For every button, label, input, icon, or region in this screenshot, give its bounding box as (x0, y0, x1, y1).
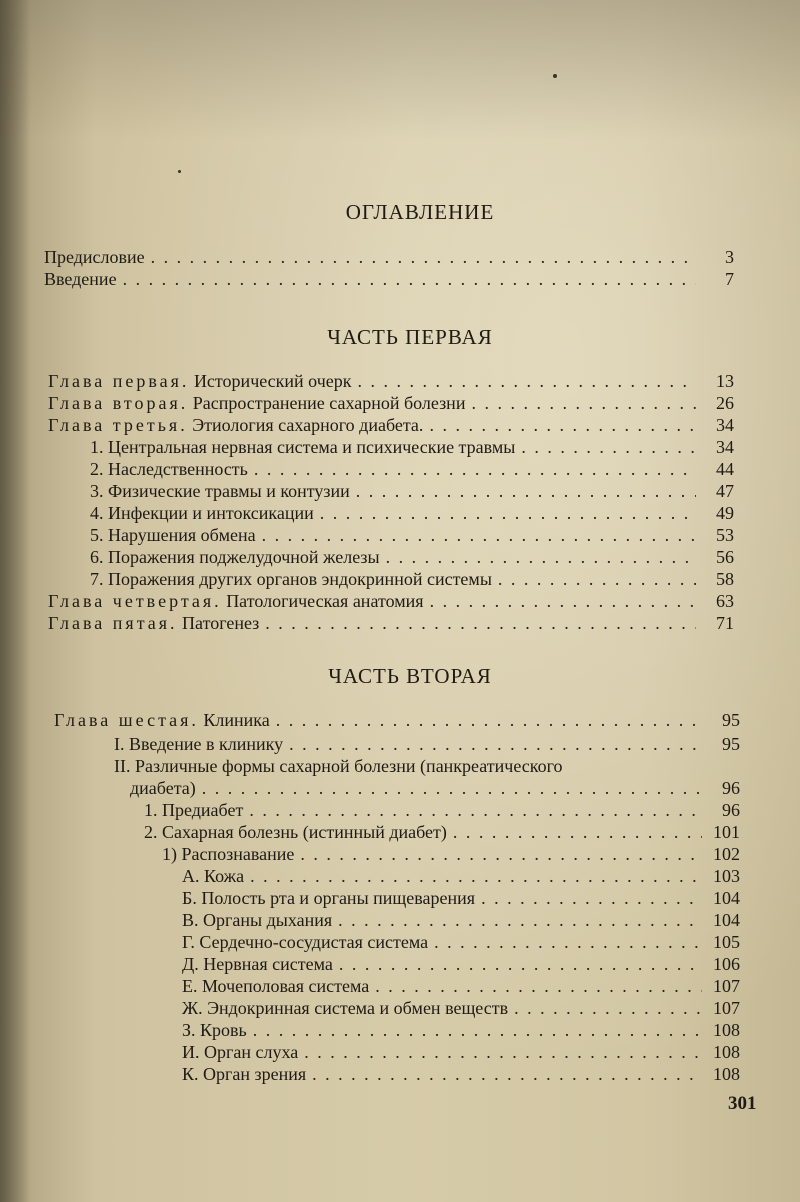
toc-entry-prediabetes (144, 799, 740, 821)
dot-leader (253, 1019, 702, 1041)
toc-entry-letter-e (182, 975, 740, 997)
page-number: 301 (728, 1093, 757, 1114)
entry-page: 101 (713, 822, 740, 842)
entry-label: Исторический очерк (193, 371, 352, 391)
dot-leader (434, 931, 702, 953)
entry-label: Б. Полость рта и органы пищеварения (182, 888, 476, 908)
entry-label: З. Кровь (182, 1020, 247, 1040)
entry-page: 34 (716, 437, 734, 457)
entry-label: Ж. Эндокринная система и обмен веществ (182, 998, 509, 1018)
dot-leader (386, 546, 696, 568)
entry-label: диабета) (130, 778, 196, 798)
entry-label: Г. Сердечно-сосудистая система (182, 932, 429, 952)
dot-leader (498, 568, 696, 590)
entry-label: Предисловие (44, 247, 145, 267)
dot-leader (250, 865, 702, 887)
toc-entry-chapter-1 (48, 370, 734, 392)
toc-entry-letter-k (182, 1063, 740, 1085)
entry-page: 63 (716, 591, 734, 611)
toc-entry-letter-z (182, 1019, 740, 1041)
toc-entry-3-2 (90, 458, 734, 480)
chapter-heading: Глава вторая. (48, 393, 189, 413)
toc-entry-letter-v (182, 909, 740, 931)
entry-label: Распространение сахарной болезни (192, 393, 466, 413)
dot-leader (151, 246, 696, 268)
entry-page: 108 (713, 1042, 740, 1062)
dot-leader (312, 1063, 702, 1085)
dot-leader (358, 370, 697, 392)
entry-page: 96 (722, 800, 740, 820)
entry-page: 7 (725, 269, 734, 289)
entry-page: 56 (716, 547, 734, 567)
entry-page: 105 (713, 932, 740, 952)
entry-label: Введение (44, 269, 117, 289)
toc-entry-3-3 (90, 480, 734, 502)
entry-label: 2. Наследственность (90, 459, 248, 479)
entry-label: Е. Мочеполовая система (182, 976, 370, 996)
toc-entry-letter-b (182, 887, 740, 909)
toc-entry-chapter-3 (48, 414, 734, 436)
entry-label: И. Орган слуха (182, 1042, 299, 1062)
entry-label: 4. Инфекции и интоксикации (90, 503, 314, 523)
entry-page: 102 (713, 844, 740, 864)
dot-leader (481, 887, 702, 909)
entry-label: 7. Поражения других органов эндокринной системы (90, 569, 492, 589)
entry-label: А. Кожа (182, 866, 245, 886)
dot-leader (339, 953, 702, 975)
entry-page: 49 (716, 503, 734, 523)
dot-leader (304, 1041, 702, 1063)
dot-leader (514, 997, 702, 1019)
toc-entry-3-7 (90, 568, 734, 590)
chapter-heading: Глава третья. (48, 415, 188, 435)
entry-page: 47 (716, 481, 734, 501)
entry-label: В. Органы дыхания (182, 910, 333, 930)
chapter-heading: Глава четвертая. (48, 591, 222, 611)
entry-label: Патогенез (182, 613, 260, 633)
toc-entry-section-2 (130, 777, 740, 799)
part-one-title: ЧАСТЬ ПЕРВАЯ (327, 325, 493, 349)
dot-leader (521, 436, 696, 458)
toc-entry-3-5 (90, 524, 734, 546)
entry-label: Д. Нервная система (182, 954, 333, 974)
toc-entry-section-1 (114, 733, 740, 755)
entry-label: 1. Центральная нервная система и психические травмы (90, 437, 516, 457)
chapter-heading: Глава пятая. (48, 613, 178, 633)
part-two-title: ЧАСТЬ ВТОРАЯ (328, 664, 492, 688)
toc-entry-letter-a (182, 865, 740, 887)
dot-leader (262, 524, 696, 546)
chapter-heading: Глава первая. (48, 371, 190, 391)
toc-entry-chapter-4 (48, 590, 734, 612)
entry-page: 53 (716, 525, 734, 545)
dot-leader (338, 909, 702, 931)
chapter-heading: Глава шестая. (54, 710, 199, 730)
entry-page: 13 (716, 371, 734, 391)
toc-entry-chapter-6 (54, 709, 740, 731)
entry-page: 95 (722, 710, 740, 730)
entry-label: Этиология сахарного диабета. (192, 415, 424, 435)
entry-page: 106 (713, 954, 740, 974)
toc-entry-3-6 (90, 546, 734, 568)
dot-leader (249, 799, 702, 821)
toc-entry-chapter-2 (48, 392, 734, 414)
entry-page: 108 (713, 1020, 740, 1040)
entry-label: К. Орган зрения (182, 1064, 307, 1084)
toc-entry-diagnosis (162, 843, 740, 865)
entry-page: 34 (716, 415, 734, 435)
dot-leader (123, 268, 696, 290)
toc-entry-chapter-5 (48, 612, 734, 634)
entry-label: 5. Нарушения обмена (90, 525, 256, 545)
entry-page: 71 (716, 613, 734, 633)
entry-page: 26 (716, 393, 734, 413)
dot-leader (453, 821, 702, 843)
toc-entry-introduction (44, 268, 734, 290)
dot-leader (429, 414, 696, 436)
entry-label: 3. Физические травмы и контузии (90, 481, 350, 501)
toc-entry-letter-i (182, 1041, 740, 1063)
toc-title: ОГЛАВЛЕНИЕ (345, 200, 495, 224)
entry-label: 1) Распознавание (162, 844, 295, 864)
dot-leader (289, 733, 702, 755)
dot-leader (300, 843, 702, 865)
print-speck (178, 170, 181, 173)
entry-label: Патологическая анатомия (226, 591, 424, 611)
entry-label: 6. Поражения поджелудочной железы (90, 547, 380, 567)
entry-page: 95 (722, 734, 740, 754)
entry-page: 107 (713, 976, 740, 996)
entry-page: 107 (713, 998, 740, 1018)
entry-page: 104 (713, 888, 740, 908)
entry-page: 96 (722, 778, 740, 798)
entry-page: 103 (713, 866, 740, 886)
toc-entry-3-4 (90, 502, 734, 524)
entry-page: 104 (713, 910, 740, 930)
entry-label: 1. Предиабет (144, 800, 244, 820)
toc-entry-preface (44, 246, 734, 268)
dot-leader (202, 777, 702, 799)
dot-leader (430, 590, 696, 612)
entry-label: 2. Сахарная болезнь (истинный диабет) (144, 822, 447, 842)
entry-page: 108 (713, 1064, 740, 1084)
print-speck (553, 74, 557, 78)
toc-entry-section-2-line: II. Различные формы сахарной болезни (панкреатического (114, 756, 563, 776)
dot-leader (276, 709, 702, 731)
dot-leader (356, 480, 696, 502)
entry-page: 3 (725, 247, 734, 267)
toc-entry-3-1 (90, 436, 734, 458)
toc-entry-true-diabetes (144, 821, 740, 843)
entry-label: I. Введение в клинику (114, 734, 284, 754)
entry-page: 44 (716, 459, 734, 479)
dot-leader (320, 502, 696, 524)
dot-leader (254, 458, 696, 480)
toc-entry-letter-d (182, 953, 740, 975)
toc-entry-letter-g (182, 931, 740, 953)
dot-leader (471, 392, 696, 414)
toc-entry-letter-zh (182, 997, 740, 1019)
dot-leader (375, 975, 702, 997)
dot-leader (265, 612, 696, 634)
entry-label: Клиника (203, 710, 270, 730)
entry-page: 58 (716, 569, 734, 589)
